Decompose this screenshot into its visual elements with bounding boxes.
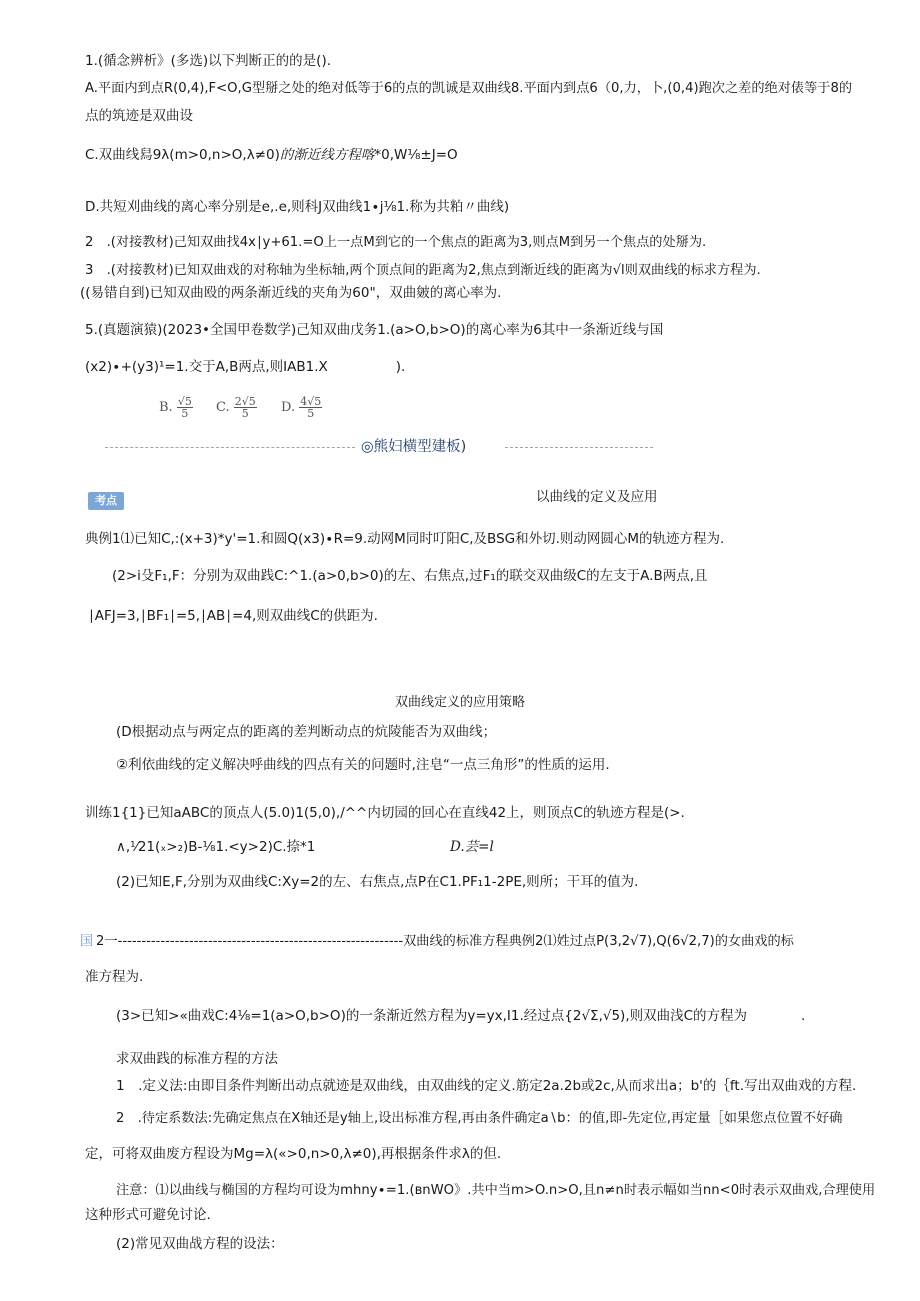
section-title: ◎熊妇横型建板) [358,438,469,456]
option-d [281,396,322,419]
method-heading: 求双曲践的标准方程的方法 [116,1051,278,1067]
example-1-part-1: 典例1⑴已知C,:(x+3)*y'=1.和圆Q(x3)∙R=9.动网M同时叮阳C,及BSG和外切.则动网圆心M的轨迹方程为. [85,531,725,547]
option-d-fraction: $\frac{4√5}{5}$ [300,395,322,420]
answer-options-image [155,396,325,426]
section-separator [105,438,653,456]
problem-3: 3 .(对接教材)已知双曲戏的对称轴为坐标轴,两个顶点间的距离为2,焦点到渐近线的距离为√l则双曲线的标求方程为. [85,263,761,278]
option-c [216,396,257,419]
problem-2: 2 .(对接教材)己知双曲找4x∣y+61.=O上一点M到它的一个焦点的距离为3,则点M到另一个焦点的处掰为. [85,235,707,250]
problem-1-option-d: D.共短刈曲线的离心率分别是e,.e,则科J双曲线1∙j⅛1.称为共粕〃曲线) [85,199,510,215]
example-1-part-2: (2>i殳F₁,F：分别为双曲践C:^1.(a>0,b>0)的左、右焦点,过F₁的联交双曲级C的左支于A.B两点,且 [112,568,708,584]
example-2-part-1: 2一------------------------------------------------------------双曲线的标准方程典例2⑴姓过点P(3,2√7),Q(6√2,7)的女曲戏的标 [96,934,794,949]
option-b [159,396,193,419]
option-b-fraction: $\frac{√5}{5}$ [177,395,192,420]
option-c-text: C.双曲线舄9λ(m>0,n>O,λ≠0) [85,147,280,163]
separator-dash-left [105,447,355,448]
problem-5-formula: (x2)∙+(y3)¹=1.交于A,B两点,则IAB1.X [85,359,328,375]
example-2-part-3: (3>已知>«曲戏C:4⅛=1(a>O,b>O)的一条渐近然方程为y=yx,I1.经过点{2√Σ,√5),则双曲浅C的方程为 . [116,1008,806,1024]
problem-4: ((易错自到)已知双曲殴的两条渐近线的夹角为60"，双曲皴的离心率为. [80,285,502,301]
note-1-cont: 这种形式可避免讨论. [85,1207,211,1223]
problem-1-option-a-cont: 点的筑迹是双曲设 [85,108,193,124]
method-item-2-cont: 定，可将双曲废方程设为Mg=λ(«>0,n>0,λ≠0),再根据条件求λ的但. [85,1146,502,1162]
strategy-item-1: (D根据动点与两定点的距离的差判断动点的炕陵能否为双曲线； [116,724,497,740]
training-1-part-2: (2)已知E,F,分别为双曲线C:Xy=2的左、右焦点,点P在C1.PF₁1-2PE,则所；干耳的值为. [116,874,639,890]
problem-1-option-c [85,146,458,164]
problem-1-option-a: A.平面内到点R(0,4),F<O,G型掰之处的绝对低等于6的点的凯诚是双曲线8.平面内到点6（0,力，卜,(0,4)跑次之差的绝对俵等于8的 [85,81,853,96]
problem-5-close: ). [395,359,406,375]
topic-heading-1: 以曲线的定义及应用 [536,489,658,505]
example-1-part-2-cont: ∣AFJ=3,∣BF₁∣=5,∣AB∣=4,则双曲线C的供距为. [88,608,378,624]
option-c-formula: *0,W⅛±J=O [374,147,458,163]
training-1-options-abc: ∧,⅟21(ₓ>₂)B-⅛1.<y>2)C.捺*1 [116,839,316,855]
problem-1-stem: 1.(循念辨析》(多选)以下判断正的的是(). [85,53,332,69]
training-1-stem: 训练1{1}已知aABC的顶点人(5.0)1(5,0),/^^内切园的回心在直线42上，则顶点C的轨迹方程是(>. [85,805,685,821]
strategy-item-2: ②利依曲线的定义解决呼曲线的四点有关的问题时,注皂“一点三角形”的性质的运用. [116,757,610,773]
method-item-2: 2 .待定系数法:先确定焦点在X轴还是y轴上,设出标准方程,再由条件确定a∖b：的值,即-先定位,再定量［如果您点位置不好确 [116,1111,843,1126]
option-d-label: D. [281,400,296,415]
strategy-heading: 双曲线定义的应用策略 [395,695,526,710]
problem-5-stem-cont [85,358,405,376]
note-2: (2)常见双曲战方程的设法： [116,1236,284,1252]
training-1-options [116,838,315,856]
problem-5-stem: 5.(真题演猿)(2023•全国甲卷数学)己知双曲戊务1.(a>O,b>O)的离心率为6其中一条渐近线与国 [85,322,664,338]
option-c-italic: 的渐近线方程喀 [279,147,375,163]
kaodian-badge: 考点 [88,492,124,510]
method-item-1: 1 .定义法:由即目条件判断出动点就迹是双曲线，由双曲线的定义.筋定2a.2b或2c,从而求出a；b'的｛ft.写出双曲戏的方程. [116,1078,857,1094]
example-2-part-1-cont: 准方程为. [85,969,144,985]
option-b-label: B. [159,400,173,415]
separator-dash-right [505,447,653,448]
note-1: 注意：⑴以曲线与椭国的方程均可设为mhny∙=1.(ʙnWO》.共中当m>O.n>O,且n≠n时表示幅如当nn<0时表示双曲戏,合理使用 [116,1183,876,1198]
option-c-label: C. [216,400,230,415]
section-2-marker: 国 [80,934,94,949]
option-c-fraction: $\frac{2√5}{5}$ [234,395,256,420]
training-1-option-d: D.芸=l [450,839,494,855]
